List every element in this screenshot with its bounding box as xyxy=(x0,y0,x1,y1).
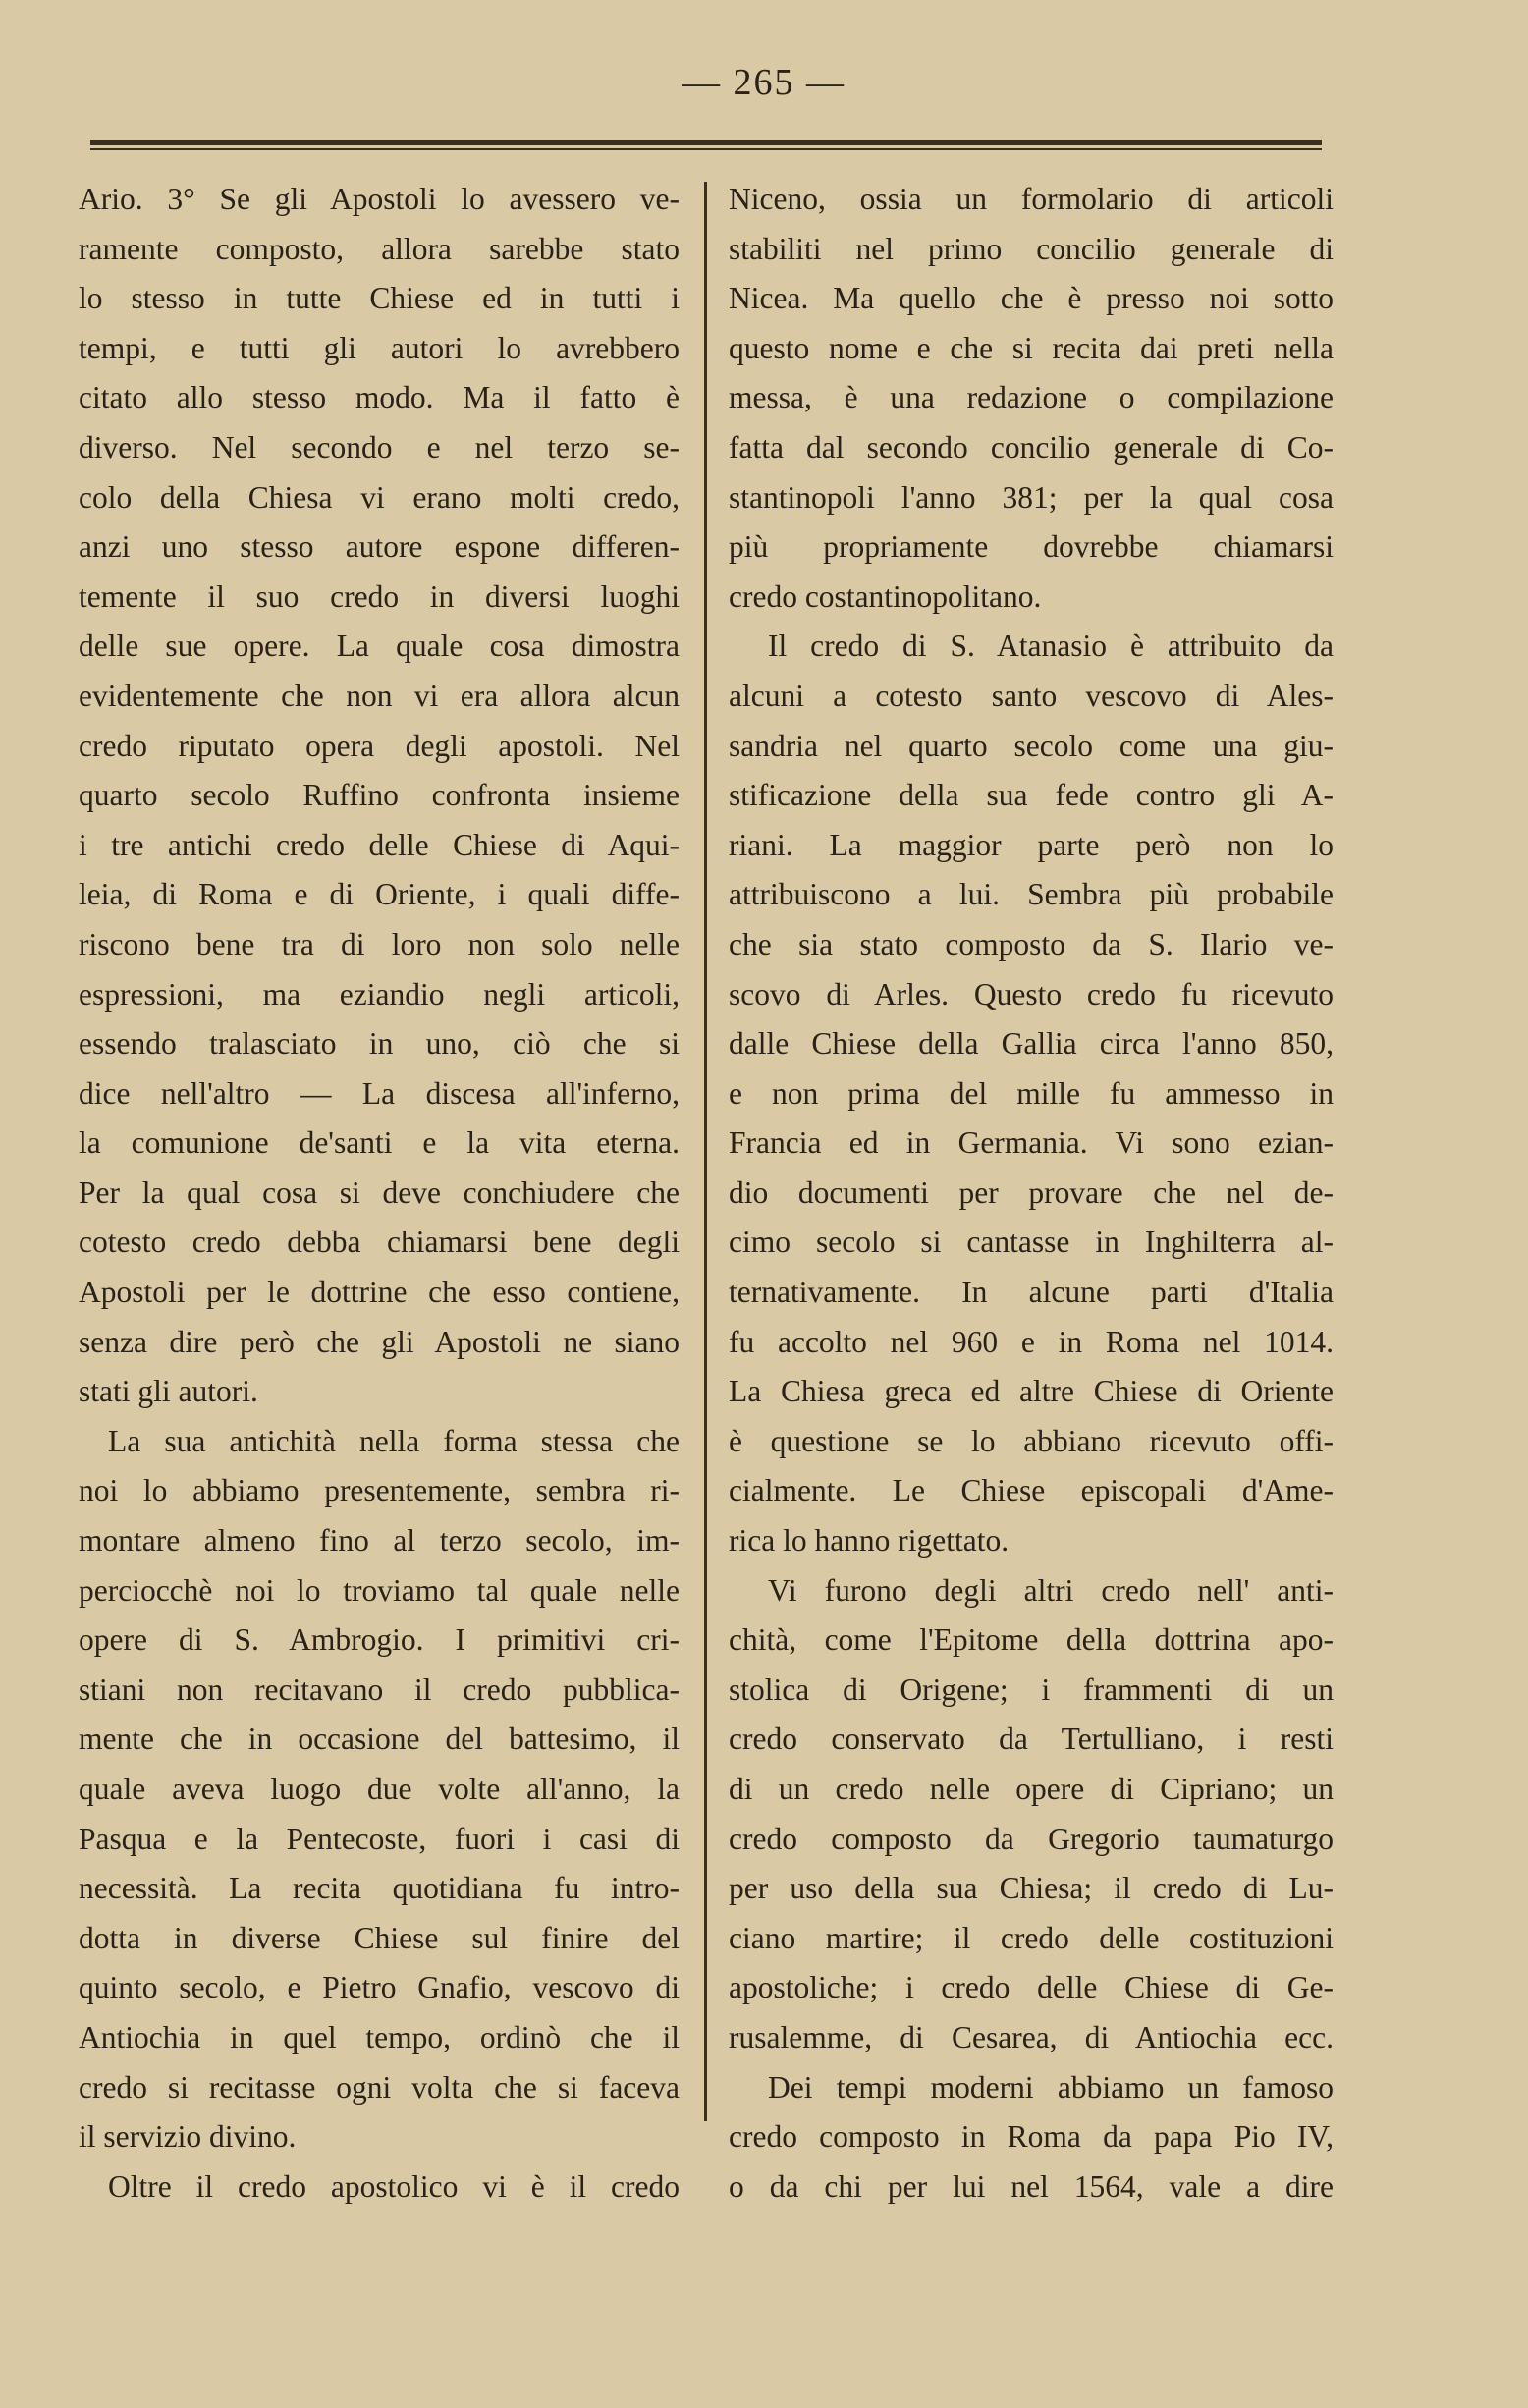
text-line: Oltre il credo apostolico vi è il credo xyxy=(108,2168,680,2204)
text-line: quarto secolo Ruffino confronta insieme xyxy=(79,778,680,813)
text-line: per uso della sua Chiesa; il credo di Lu- xyxy=(729,1871,1334,1906)
text-line: Il credo di S. Atanasio è attribuito da xyxy=(768,629,1334,664)
text-line: il servizio divino. xyxy=(79,2119,297,2155)
text-line: dio documenti per provare che nel de- xyxy=(729,1175,1334,1210)
text-line: credo costantinopolitano. xyxy=(729,578,1042,614)
text-line: fu accolto nel 960 e in Roma nel 1014. xyxy=(729,1324,1334,1359)
text-line: stantinopoli l'anno 381; per la qual cosa xyxy=(729,479,1334,515)
text-line: Antiochia in quel tempo, ordinò che il xyxy=(79,2019,680,2054)
text-line: attribuiscono a lui. Sembra più probabile xyxy=(729,877,1334,912)
text-line: montare almeno fino al terzo secolo, im- xyxy=(79,1523,680,1559)
text-line: credo conservato da Tertulliano, i resti xyxy=(729,1722,1334,1757)
text-line: stabiliti nel primo concilio generale di xyxy=(729,231,1334,266)
text-line: evidentemente che non vi era allora alcun xyxy=(79,678,680,713)
text-line: Nicea. Ma quello che è presso noi sotto xyxy=(729,281,1334,316)
text-line: necessità. La recita quotidiana fu intro- xyxy=(79,1871,680,1906)
text-line: Per la qual cosa si deve conchiudere che xyxy=(79,1175,680,1210)
text-line: tempi, e tutti gli autori lo avrebbero xyxy=(79,330,680,365)
text-line: riani. La maggior parte però non lo xyxy=(729,827,1334,862)
text-line: Ario. 3° Se gli Apostoli lo avessero ve- xyxy=(79,182,680,216)
text-line: ramente composto, allora sarebbe stato xyxy=(79,231,680,266)
text-line: stolica di Origene; i frammenti di un xyxy=(729,1671,1334,1707)
text-line: Niceno, ossia un formolario di articoli xyxy=(729,182,1334,216)
text-line: apostoliche; i credo delle Chiese di Ge- xyxy=(729,1970,1334,2005)
text-line: perciocchè noi lo troviamo tal quale nelle xyxy=(79,1572,680,1608)
text-line: messa, è una redazione o compilazione xyxy=(729,380,1334,415)
text-line: leia, di Roma e di Oriente, i quali diffe- xyxy=(79,877,680,912)
text-line: riscono bene tra di loro non solo nelle xyxy=(79,926,680,961)
text-line: la comunione de'santi e la vita eterna. xyxy=(79,1125,680,1161)
page-number: — 265 — xyxy=(682,62,846,103)
text-line: quinto secolo, e Pietro Gnafio, vescovo di xyxy=(79,1970,680,2005)
text-line: Dei tempi moderni abbiamo un famoso xyxy=(768,2069,1334,2105)
text-line: diverso. Nel secondo e nel terzo se- xyxy=(79,429,680,465)
text-line: Pasqua e la Pentecoste, fuori i casi di xyxy=(79,1821,680,1856)
text-line: Apostoli per le dottrine che esso contiene, xyxy=(79,1275,680,1310)
header-rule-thin xyxy=(90,148,1322,150)
text-line: noi lo abbiamo presentemente, sembra ri- xyxy=(79,1473,680,1508)
text-line: dice nell'altro — La discesa all'inferno, xyxy=(79,1075,680,1111)
text-line: cialmente. Le Chiese episcopali d'Ame- xyxy=(729,1473,1334,1508)
text-line: credo riputato opera degli apostoli. Nel xyxy=(79,728,680,763)
text-line: Francia ed in Germania. Vi sono ezian- xyxy=(729,1125,1334,1161)
text-line: alcuni a cotesto santo vescovo di Ales- xyxy=(729,678,1334,713)
column-divider xyxy=(704,182,707,2121)
left-column xyxy=(79,175,680,2212)
text-line: cimo secolo si cantasse in Inghilterra al- xyxy=(729,1225,1334,1260)
text-line: espressioni, ma eziandio negli articoli, xyxy=(79,976,680,1012)
text-line: anzi uno stesso autore espone differen- xyxy=(79,529,680,565)
text-line: credo si recitasse ogni volta che si faceva xyxy=(79,2069,680,2105)
text-line: è questione se lo abbiano ricevuto offi- xyxy=(729,1423,1334,1458)
text-line: rusalemme, di Cesarea, di Antiochia ecc. xyxy=(729,2019,1334,2054)
text-line: più propriamente dovrebbe chiamarsi xyxy=(729,529,1334,565)
text-line: fatta dal secondo concilio generale di Co- xyxy=(729,429,1334,465)
text-line: temente il suo credo in diversi luoghi xyxy=(79,578,680,614)
text-line: mente che in occasione del battesimo, il xyxy=(79,1722,680,1757)
text-line: dalle Chiese della Gallia circa l'anno 850, xyxy=(729,1026,1334,1062)
text-line: citato allo stesso modo. Ma il fatto è xyxy=(79,380,680,415)
text-line: essendo tralasciato in uno, ciò che si xyxy=(79,1026,680,1062)
text-line: questo nome e che si recita dai preti nella xyxy=(729,330,1334,365)
text-line: quale aveva luogo due volte all'anno, la xyxy=(79,1772,680,1806)
text-line: che sia stato composto da S. Ilario ve- xyxy=(729,926,1334,961)
text-line: di un credo nelle opere di Cipriano; un xyxy=(729,1772,1334,1806)
text-line: stiani non recitavano il credo pubblica- xyxy=(79,1671,680,1707)
text-line: La Chiesa greca ed altre Chiese di Oriente xyxy=(729,1374,1334,1409)
text-line: dotta in diverse Chiese sul finire del xyxy=(79,1920,680,1955)
text-line: colo della Chiesa vi erano molti credo, xyxy=(79,479,680,515)
text-line: scovo di Arles. Questo credo fu ricevuto xyxy=(729,976,1334,1012)
text-line: lo stesso in tutte Chiese ed in tutti i xyxy=(79,281,680,316)
text-line: La sua antichità nella forma stessa che xyxy=(108,1423,680,1458)
text-line: opere di S. Ambrogio. I primitivi cri- xyxy=(79,1622,680,1658)
text-line: rica lo hanno rigettato. xyxy=(729,1523,1010,1559)
text-line: senza dire però che gli Apostoli ne siano xyxy=(79,1324,680,1359)
header-rule xyxy=(90,140,1322,145)
text-line: ciano martire; il credo delle costituzioni xyxy=(729,1920,1334,1955)
text-line: stificazione della sua fede contro gli A- xyxy=(729,778,1334,813)
right-column xyxy=(729,175,1334,2212)
text-line: ternativamente. In alcune parti d'Italia xyxy=(729,1275,1334,1310)
text-line: stati gli autori. xyxy=(79,1374,258,1409)
text-line: credo composto in Roma da papa Pio IV, xyxy=(729,2119,1334,2155)
text-line: chità, come l'Epitome della dottrina apo- xyxy=(729,1622,1334,1658)
text-line: credo composto da Gregorio taumaturgo xyxy=(729,1821,1334,1856)
text-line: i tre antichi credo delle Chiese di Aqui- xyxy=(79,827,680,862)
text-line: sandria nel quarto secolo come una giu- xyxy=(729,728,1334,763)
text-line: o da chi per lui nel 1564, vale a dire xyxy=(729,2168,1334,2204)
text-line: delle sue opere. La quale cosa dimostra xyxy=(79,629,680,664)
text-line: cotesto credo debba chiamarsi bene degli xyxy=(79,1225,680,1260)
text-line: e non prima del mille fu ammesso in xyxy=(729,1075,1334,1111)
text-line: Vi furono degli altri credo nell' anti- xyxy=(768,1572,1334,1608)
